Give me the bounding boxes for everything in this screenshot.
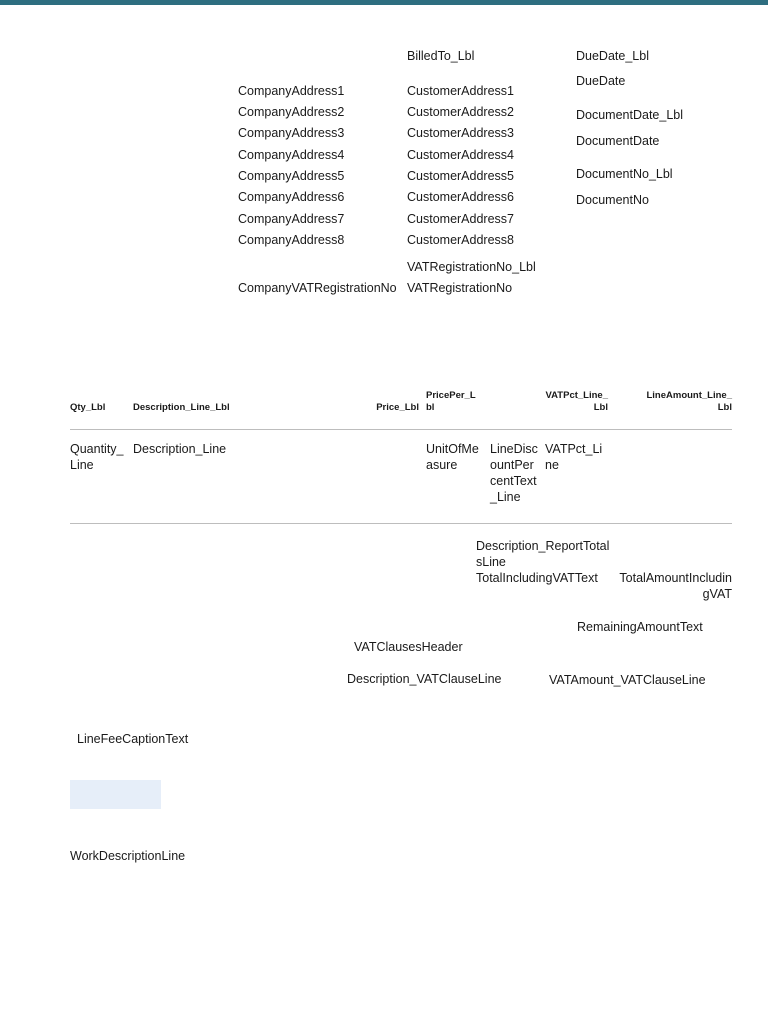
customer-address-line: CustomerAddress7 xyxy=(407,212,514,226)
customer-address-line: CustomerAddress1 xyxy=(407,84,514,98)
line-discount-cell: LineDiscountPercentText_Line xyxy=(490,442,538,504)
vat-clauses-header: VATClausesHeader xyxy=(354,640,463,654)
line-amount-header: LineAmount_Line_Lbl xyxy=(646,390,732,413)
document-date-value: DocumentDate xyxy=(576,134,660,148)
total-including-vat-text: TotalIncludingVATText xyxy=(476,571,598,585)
line-fee-caption: LineFeeCaptionText xyxy=(77,732,189,746)
placeholder-box xyxy=(70,780,161,809)
description-cell: Description_Line xyxy=(133,442,227,456)
company-address-line: CompanyAddress1 xyxy=(238,84,345,98)
due-date-label: DueDate_Lbl xyxy=(576,49,649,63)
description-header: Description_Line_Lbl xyxy=(133,402,230,413)
company-vat-registration-no: CompanyVATRegistrationNo xyxy=(238,281,397,295)
price-per-header: PricePer_Lbl xyxy=(426,390,476,413)
company-address-line: CompanyAddress4 xyxy=(238,148,345,162)
top-accent-bar xyxy=(0,0,768,5)
unit-of-measure-cell: UnitOfMeasure xyxy=(426,442,479,472)
qty-header: Qty_Lbl xyxy=(70,402,106,413)
document-no-label: DocumentNo_Lbl xyxy=(576,167,673,181)
company-address-line: CompanyAddress3 xyxy=(238,126,345,140)
header-divider xyxy=(70,429,732,430)
customer-address-line: CustomerAddress4 xyxy=(407,148,514,162)
total-amount-including-vat: TotalAmountIncludingVAT xyxy=(619,571,732,601)
customer-address-line: CustomerAddress6 xyxy=(407,190,514,204)
company-address-line: CompanyAddress2 xyxy=(238,105,345,119)
remaining-amount-text: RemainingAmountText xyxy=(577,620,703,634)
vat-pct-header: VATPct_Line_Lbl xyxy=(545,390,608,413)
company-address-line: CompanyAddress8 xyxy=(238,233,345,247)
customer-address-line: CustomerAddress5 xyxy=(407,169,514,183)
company-address-line: CompanyAddress7 xyxy=(238,212,345,226)
report-totals-description: Description_ReportTotalsLine xyxy=(476,539,610,569)
customer-address-line: CustomerAddress2 xyxy=(407,105,514,119)
vat-registration-no: VATRegistrationNo xyxy=(407,281,513,295)
company-address-line: CompanyAddress5 xyxy=(238,169,345,183)
price-header: Price_Lbl xyxy=(376,402,419,413)
vat-clause-amount: VATAmount_VATClauseLine xyxy=(549,673,706,687)
document-date-label: DocumentDate_Lbl xyxy=(576,108,684,122)
vat-clause-description: Description_VATClauseLine xyxy=(347,672,502,686)
document-no-value: DocumentNo xyxy=(576,193,649,207)
customer-address-line: CustomerAddress8 xyxy=(407,233,514,247)
vat-pct-cell: VATPct_Line xyxy=(545,442,603,472)
billed-to-label: BilledTo_Lbl xyxy=(407,49,475,63)
customer-address-line: CustomerAddress3 xyxy=(407,126,514,140)
work-description-line: WorkDescriptionLine xyxy=(70,849,186,863)
vat-registration-no-label: VATRegistrationNo_Lbl xyxy=(407,260,536,274)
due-date-value: DueDate xyxy=(576,74,626,88)
quantity-cell: Quantity_Line xyxy=(70,442,124,472)
company-address-line: CompanyAddress6 xyxy=(238,190,345,204)
row-divider xyxy=(70,523,732,524)
